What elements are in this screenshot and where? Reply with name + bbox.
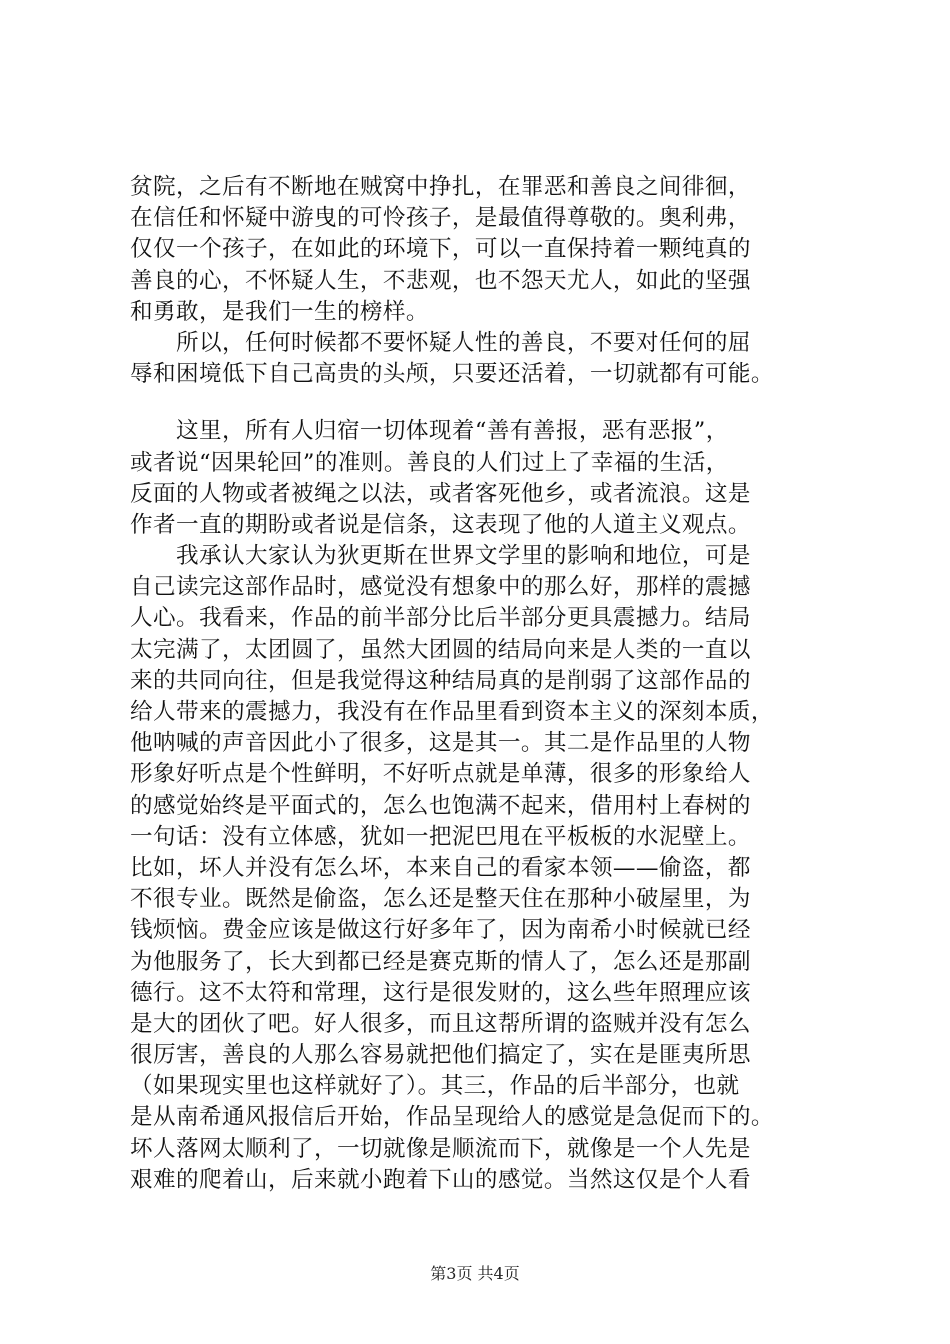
text-line: （如果现实里也这样就好了）。其三，作品的后半部分，也就 (130, 1073, 740, 1100)
text-line: 在信任和怀疑中游曳的可怜孩子，是最值得尊敬的。奥利弗， (130, 205, 751, 232)
paragraph-4 (130, 541, 845, 1196)
text-line: 是大的团伙了吧。好人很多，而且这帮所谓的盗贼并没有怎么 (130, 1010, 751, 1037)
text-line: 贫院，之后有不断地在贼窝中挣扎，在罪恶和善良之间徘徊， (130, 174, 751, 200)
text-line: 他呐喊的声音因此小了很多，这是其一。其二是作品里的人物 (130, 730, 751, 757)
text-line: 仅仅一个孩子，在如此的环境下，可以一直保持着一颗纯真的 (130, 236, 751, 263)
paragraph-3 (130, 416, 845, 541)
text-line: 辱和困境低下自己高贵的头颅，只要还活着，一切就都有可能。 (130, 361, 774, 388)
paragraph-1 (130, 172, 845, 328)
text-line: 我承认大家认为狄更斯在世界文学里的影响和地位，可是 (130, 543, 751, 570)
text-line: 自己读完这部作品时，感觉没有想象中的那么好，那样的震撼 (130, 574, 751, 601)
text-line: 为他服务了，长大到都已经是赛克斯的情人了，怎么还是那副 (130, 948, 751, 975)
text-line: 不很专业。既然是偷盗，怎么还是整天住在那种小破屋里，为 (130, 886, 751, 913)
paragraph-2 (130, 328, 845, 390)
text-line: 比如，坏人并没有怎么坏，本来自己的看家本领——偷盗，都 (130, 854, 751, 881)
text-line: 一句话：没有立体感，犹如一把泥巴甩在平板板的水泥壁上。 (130, 823, 751, 850)
text-line: 人心。我看来，作品的前半部分比后半部分更具震撼力。结局 (130, 605, 751, 632)
text-line: 善良的心，不怀疑人生，不悲观，也不怨天尤人，如此的坚强 (130, 267, 751, 294)
page-number-footer: 第3页 共4页 (430, 1264, 520, 1283)
text-line: 艰难的爬着山，后来就小跑着下山的感觉。当然这仅是个人看 (130, 1166, 751, 1193)
text-line: 坏人落网太顺利了，一切就像是顺流而下，就像是一个人先是 (130, 1135, 751, 1162)
text-line: 德行。这不太符和常理，这行是很发财的，这么些年照理应该 (130, 979, 751, 1006)
body-text (130, 172, 845, 1196)
paragraph-gap (130, 390, 845, 416)
text-line: 钱烦恼。费金应该是做这行好多年了，因为南希小时候就已经 (130, 917, 751, 944)
text-line: 作者一直的期盼或者说是信条，这表现了他的人道主义观点。 (130, 511, 751, 538)
text-line: 和勇敢，是我们一生的榜样。 (130, 298, 429, 325)
text-line: 是从南希通风报信后开始，作品呈现给人的感觉是急促而下的。 (130, 1104, 774, 1131)
text-line: 的感觉始终是平面式的，怎么也饱满不起来，借用村上春树的 (130, 792, 751, 819)
text-line: 反面的人物或者被绳之以法，或者客死他乡，或者流浪。这是 (130, 480, 751, 507)
text-line: 很厉害，善良的人那么容易就把他们搞定了，实在是匪夷所思 (130, 1042, 751, 1069)
text-line: 来的共同向往，但是我觉得这种结局真的是削弱了这部作品的 (130, 667, 751, 694)
text-line: 给人带来的震撼力，我没有在作品里看到资本主义的深刻本质， (130, 699, 774, 725)
text-line: 这里，所有人归宿一切体现着“善有善报，恶有恶报”， (130, 418, 729, 445)
text-line: 或者说“因果轮回”的准则。善良的人们过上了幸福的生活， (130, 449, 729, 476)
text-line: 形象好听点是个性鲜明，不好听点就是单薄，很多的形象给人 (130, 761, 751, 788)
text-line: 所以，任何时候都不要怀疑人性的善良，不要对任何的屈 (130, 329, 751, 356)
text-line: 太完满了，太团圆了，虽然大团圆的结局向来是人类的一直以 (130, 636, 751, 663)
